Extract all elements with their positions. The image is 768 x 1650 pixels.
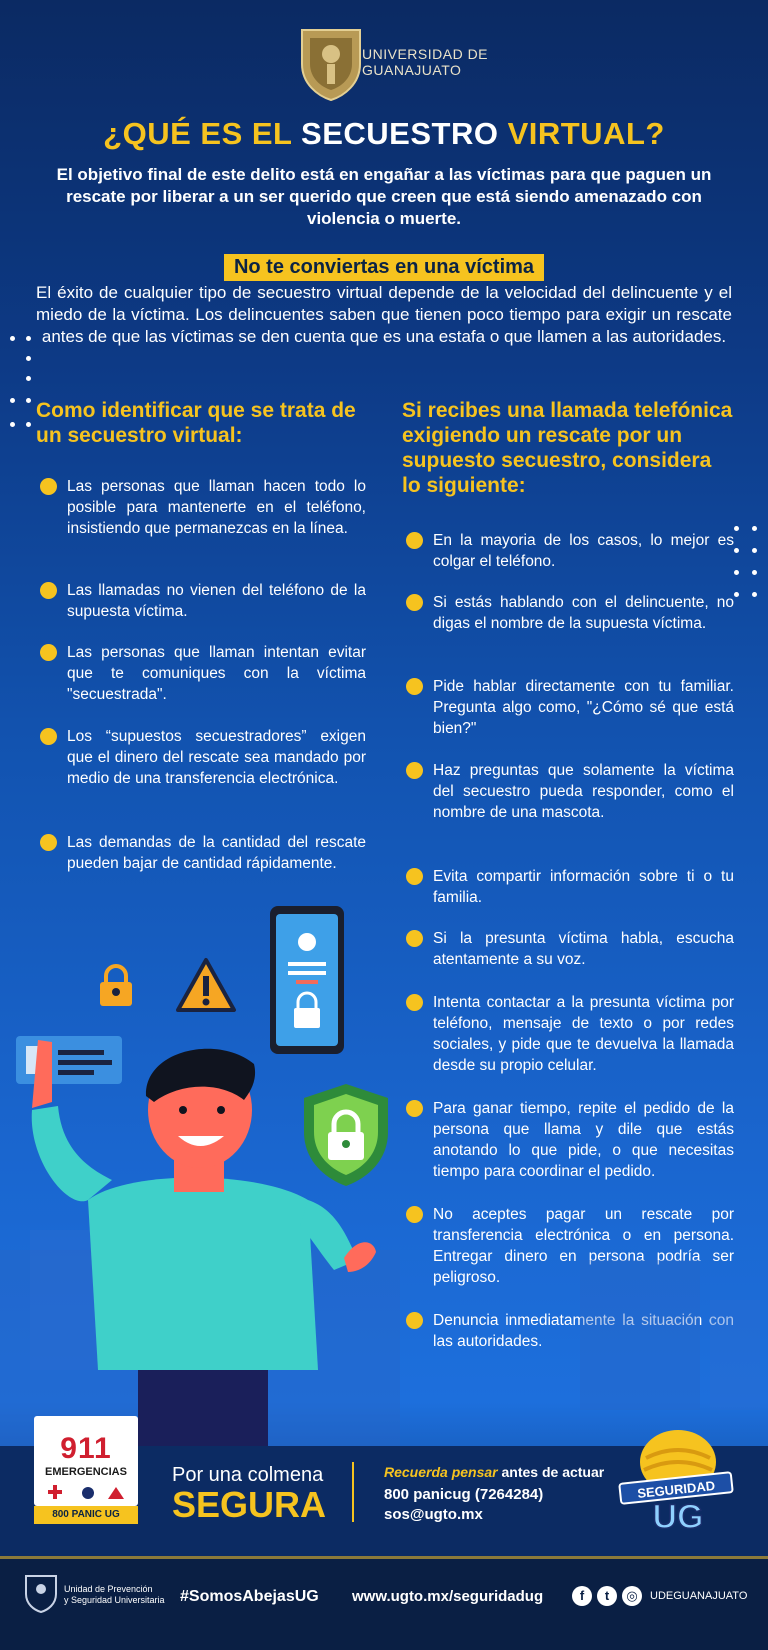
list-item: Evita compartir información sobre ti o tu familia. bbox=[406, 866, 734, 908]
panic-ug-label: 800 PANIC UG bbox=[34, 1506, 138, 1524]
slogan-line1: Por una colmena bbox=[172, 1464, 324, 1486]
website-link[interactable]: www.ugto.mx/seguridadug bbox=[352, 1588, 544, 1605]
list-item: Las llamadas no vienen del teléfono de la supuesta víctima. bbox=[40, 580, 366, 622]
list-item: No aceptes pagar un rescate por transferencia electrónica o en persona. Entregar dinero en persona podría ser peligroso. bbox=[406, 1204, 734, 1288]
bullet-icon bbox=[406, 1206, 423, 1223]
hashtag[interactable]: #SomosAbejasUG bbox=[180, 1588, 319, 1605]
intro-text: El objetivo final de este delito está en engañar a las víctimas para que paguen un rescate por liberar a un ser querido que creen que está siendo amenazado con violencia o muerte. bbox=[56, 165, 712, 228]
unit-name: Unidad de Prevención y Seguridad Universitaria bbox=[64, 1584, 165, 1605]
emergency-label: EMERGENCIAS bbox=[45, 1466, 127, 1478]
room-background-illustration-right bbox=[560, 1200, 768, 1440]
seguridad-ug-badge-icon bbox=[616, 1428, 736, 1532]
reminder-text: Recuerda pensar antes de actuar bbox=[384, 1464, 605, 1480]
bullet-icon bbox=[40, 478, 57, 495]
bullet-icon bbox=[406, 594, 423, 611]
bullet-icon bbox=[406, 1312, 423, 1329]
bullet-icon bbox=[406, 532, 423, 549]
list-item: Si la presunta víctima habla, escucha atentamente a su voz. bbox=[406, 928, 734, 970]
left-column-list bbox=[40, 476, 366, 906]
bullet-icon bbox=[406, 678, 423, 695]
badge-bottom-text: UG bbox=[652, 1498, 704, 1532]
footer-divider bbox=[0, 1556, 768, 1559]
page-title: ¿QUÉ ES EL SECUESTRO VIRTUAL? bbox=[103, 116, 665, 151]
social-handle[interactable]: UDEGUANAJUATO bbox=[650, 1590, 748, 1602]
list-item: Para ganar tiempo, repite el pedido de la persona que llama y dile que estás anotando lo que pide, o que necesitas tiempo para coordinar el pedido. bbox=[406, 1098, 734, 1182]
university-name: UNIVERSIDAD DE GUANAJUATO bbox=[362, 46, 489, 78]
list-item: Haz preguntas que solamente la víctima del secuestro pueda responder, como el nombre de una mascota. bbox=[406, 760, 734, 823]
bullet-icon bbox=[406, 930, 423, 947]
bullet-icon bbox=[406, 994, 423, 1011]
person-illustration bbox=[18, 1040, 378, 1450]
panic-phone-number[interactable]: 800 panicug (7264284) bbox=[384, 1486, 544, 1503]
list-item: Intenta contactar a la presunta víctima por teléfono, mensaje de texto o por redes sociales, y pide que te devuelva la llamada desde su propio celular. bbox=[406, 992, 734, 1076]
decorative-dots-right bbox=[734, 526, 764, 586]
facebook-icon[interactable]: f bbox=[572, 1586, 592, 1606]
university-crest-logo bbox=[296, 24, 366, 102]
slogan-line2: SEGURA bbox=[172, 1484, 327, 1525]
padlock-icon bbox=[96, 964, 136, 1008]
subtitle: No te conviertas en una víctima bbox=[224, 254, 544, 281]
phone-login-icon bbox=[276, 914, 338, 1046]
list-item: En la mayoria de los casos, lo mejor es colgar el teléfono. bbox=[406, 530, 734, 572]
bullet-icon bbox=[406, 1100, 423, 1117]
list-item: Denuncia inmediatamente la situación con las autoridades. bbox=[406, 1310, 734, 1352]
list-item: Si estás hablando con el delincuente, no digas el nombre de la supuesta víctima. bbox=[406, 592, 734, 634]
bullet-icon bbox=[40, 644, 57, 661]
list-item: Los “supuestos secuestradores” exigen que el dinero del rescate sea mandado por medio de una transferencia electrónica. bbox=[40, 726, 366, 789]
warning-icon bbox=[174, 956, 238, 1014]
emergency-services-icons bbox=[44, 1484, 130, 1502]
instagram-icon[interactable]: ◎ bbox=[622, 1586, 642, 1606]
left-column-title: Como identificar que se trata de un secuestro virtual: bbox=[36, 399, 356, 447]
twitter-icon[interactable]: t bbox=[597, 1586, 617, 1606]
bullet-icon bbox=[40, 582, 57, 599]
bullet-icon bbox=[406, 762, 423, 779]
sos-email[interactable]: sos@ugto.mx bbox=[384, 1506, 483, 1523]
emergency-number: 911 bbox=[60, 1432, 112, 1465]
bullet-icon bbox=[40, 728, 57, 745]
bullet-icon bbox=[406, 868, 423, 885]
right-column-title: Si recibes una llamada telefónica exigiendo un rescate por un supuesto secuestro, considera lo siguiente: bbox=[402, 399, 733, 497]
subtitle-banner bbox=[0, 254, 768, 281]
list-item: Las personas que llaman intentan evitar que te comuniques con la víctima "secuestrada". bbox=[40, 642, 366, 705]
intro-paragraph: El éxito de cualquier tipo de secuestro virtual depende de la velocidad del delincuente y el miedo de la víctima. Los delincuentes saben que tienen poco tiempo para exigir un rescate antes de que las víctimas se den cuenta que es una estafa o que llamen a las autoridades. bbox=[36, 283, 732, 346]
university-crest-small-icon bbox=[24, 1574, 58, 1614]
list-item: Las personas que llaman hacen todo lo posible para mantenerte en el teléfono, insistiendo que permanezcas en la línea. bbox=[40, 476, 366, 539]
list-item: Pide hablar directamente con tu familiar. Pregunta algo como, "¿Cómo sé que está bien?" bbox=[406, 676, 734, 739]
bullet-icon bbox=[40, 834, 57, 851]
list-item: Las demandas de la cantidad del rescate pueden bajar de cantidad rápidamente. bbox=[40, 832, 366, 874]
badge-top-text: SEGURIDAD bbox=[636, 1477, 716, 1502]
decorative-dots-left bbox=[10, 336, 40, 396]
divider bbox=[352, 1462, 354, 1522]
